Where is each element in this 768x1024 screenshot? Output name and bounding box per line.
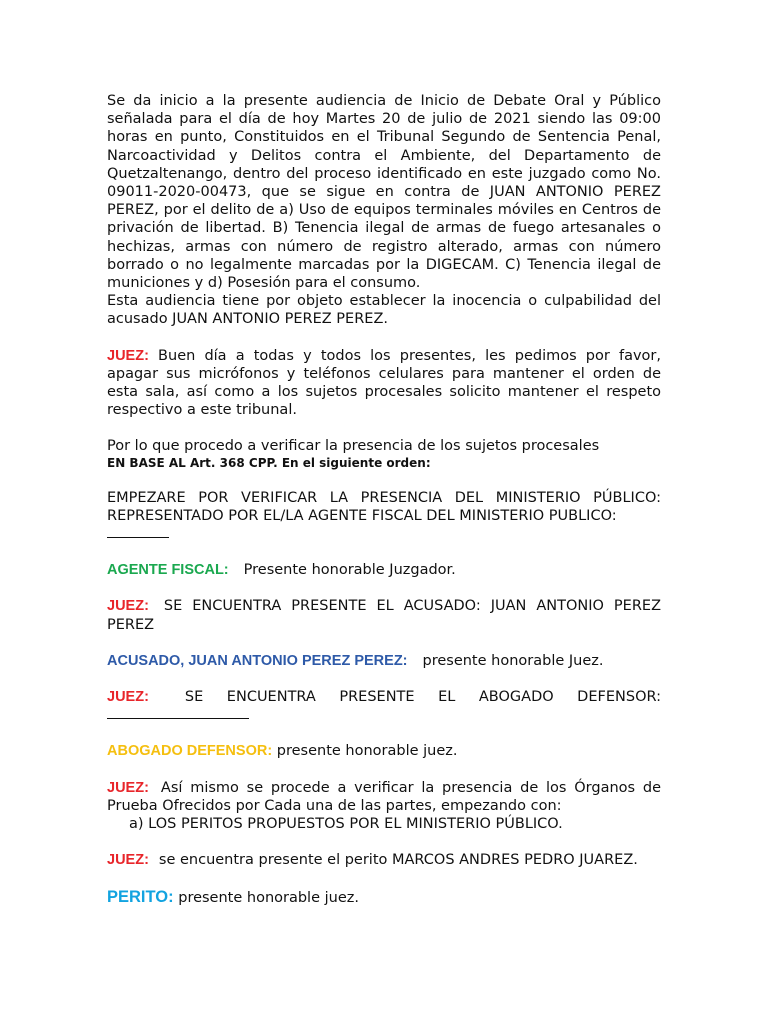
defensor-text: presente honorable juez. bbox=[272, 743, 458, 760]
defensor-blank-line bbox=[107, 706, 661, 724]
juez-defensor-question bbox=[107, 688, 661, 706]
juez-acusado-text: SE ENCUENTRA PRESENTE EL ACUSADO: JUAN ANTONIO PEREZ PEREZ bbox=[107, 598, 661, 633]
acusado-response bbox=[107, 652, 661, 670]
acusado-text: presente honorable Juez. bbox=[422, 652, 604, 669]
abogado-defensor-label: ABOGADO DEFENSOR: bbox=[107, 743, 273, 760]
juez-perito-question bbox=[107, 851, 661, 869]
ministerio-verification bbox=[107, 489, 661, 544]
juez-defensor-text: SE ENCUENTRA PRESENTE EL ABOGADO DEFENSOR: bbox=[184, 689, 661, 706]
agente-fiscal-response bbox=[107, 561, 661, 579]
defensor-name-blank bbox=[107, 706, 249, 719]
juez-perito-text: se encuentra presente el perito MARCOS ANDRES PEDRO JUAREZ. bbox=[158, 852, 638, 869]
ministerio-text: EMPEZARE POR VERIFICAR LA PRESENCIA DEL MINISTERIO PÚBLICO: REPRESENTADO POR EL/LA AGENTE FISCAL DEL MINISTERIO PUBLICO: bbox=[107, 489, 661, 524]
agente-fiscal-label: AGENTE FISCAL: bbox=[107, 562, 229, 579]
transcript-body bbox=[107, 92, 661, 907]
acusado-label: ACUSADO, JUAN ANTONIO PEREZ PEREZ: bbox=[107, 652, 408, 669]
perito-response bbox=[107, 888, 661, 907]
perito-label: PERITO: bbox=[107, 887, 174, 906]
juez-organos-text: Así mismo se procede a verificar la presencia de los Órganos de Prueba Ofrecidos por Cada una de las partes, empezando con: bbox=[107, 779, 661, 814]
verify-article-line: EN BASE AL Art. 368 CPP. En el siguiente orden: bbox=[107, 455, 431, 470]
agente-fiscal-text: Presente honorable Juzgador. bbox=[243, 562, 456, 579]
intro-paragraph: Se da inicio a la presente audiencia de Inicio de Debate Oral y Público señalada para el día de hoy Martes 20 de julio de 2021 siendo las 09:00 horas en punto, Constituidos en el Tribunal Segundo de Sentencia Penal, Narcoactividad y Delitos contra el Ambiente, del Departamento de Quetzaltenango, dentro del proceso identificado en este juzgado como No. 09011-2020-00473, que se sigue en contra de JUAN ANTONIO PEREZ PEREZ, por el delito de a) Uso de equipos terminales móviles en Centros de privación de libertad. B) Tenencia ilegal de armas de fuego artesanales o hechizas, armas con número de registro alterado, armas con número borrado o no legalmente marcadas por la DIGECAM. C) Tenencia ilegal de municiones y d) Posesión para el consumo. bbox=[107, 93, 661, 292]
juez-label: JUEZ: bbox=[107, 598, 149, 615]
list-item-text: LOS PERITOS PROPUESTOS POR EL MINISTERIO PÚBLICO. bbox=[148, 816, 563, 833]
juez-label: JUEZ: bbox=[107, 779, 149, 796]
list-marker: a) bbox=[129, 816, 144, 833]
perito-text: presente honorable juez. bbox=[173, 889, 359, 906]
objective-paragraph: Esta audiencia tiene por objeto establecer la inocencia o culpabilidad del acusado JUAN ANTONIO PEREZ PEREZ. bbox=[107, 293, 661, 328]
fiscal-name-blank bbox=[107, 525, 169, 538]
defensor-response bbox=[107, 742, 661, 760]
juez-label: JUEZ: bbox=[107, 689, 149, 706]
verify-line: Por lo que procedo a verificar la presencia de los sujetos procesales bbox=[107, 438, 600, 455]
juez-organos-prueba bbox=[107, 779, 661, 815]
juez-acusado-question bbox=[107, 597, 661, 633]
juez-opening bbox=[107, 347, 661, 420]
juez-opening-text: Buen día a todas y todos los presentes, les pedimos por favor, apagar sus micrófonos y teléfonos celulares para mantener el orden de esta sala, así como a los sujetos procesales solicito mantener el respeto respectivo a este tribunal. bbox=[107, 347, 661, 419]
juez-label: JUEZ: bbox=[107, 347, 149, 364]
list-item bbox=[107, 815, 661, 833]
juez-label: JUEZ: bbox=[107, 852, 149, 869]
